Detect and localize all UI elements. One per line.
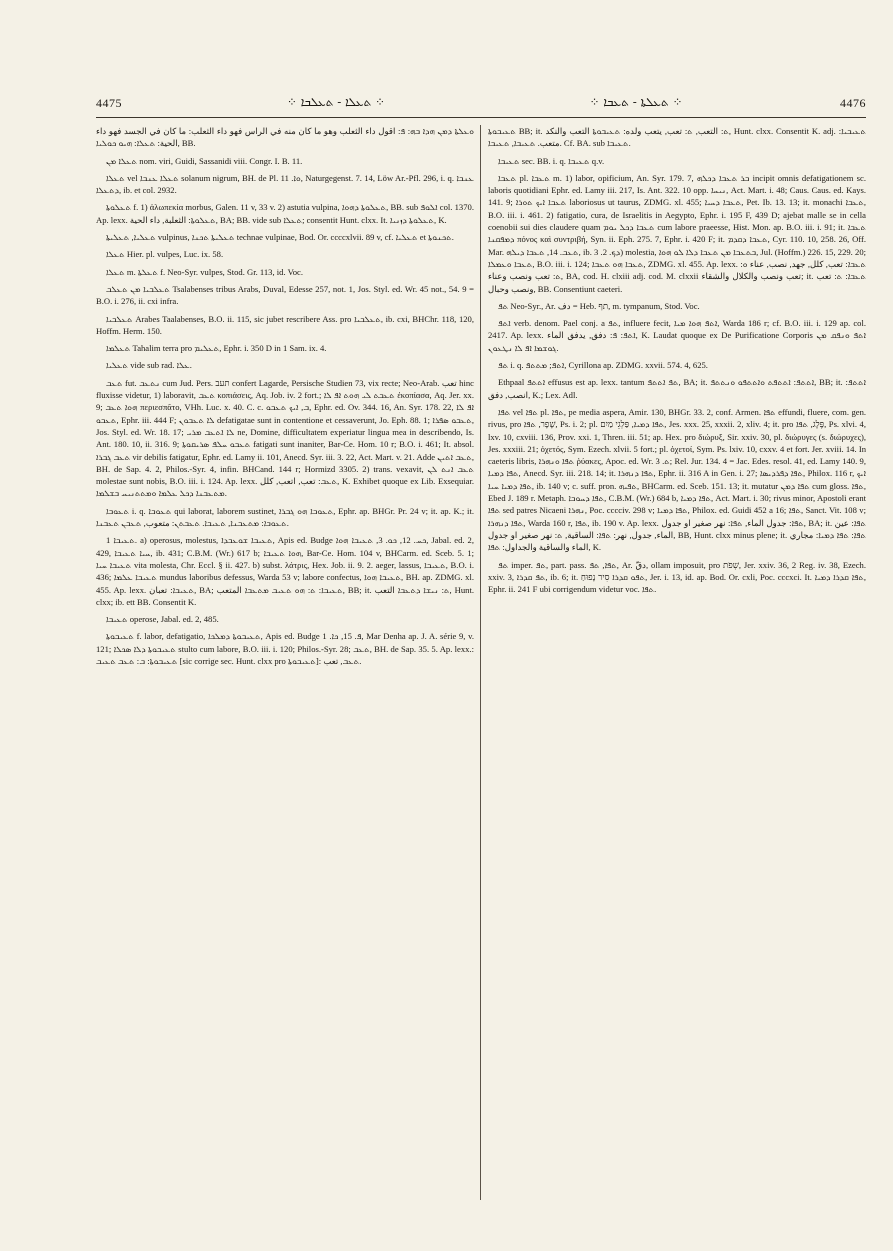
dictionary-entry: ܬܥܠܝܐ vide sub rad. ܥܠܐ. xyxy=(106,360,192,371)
dictionary-entry: ܬܥܝܒܐ operose, Jabal. ed. 2, 485. xyxy=(106,614,219,625)
dictionary-entry: ܬܦܐ vel ܬܦܐ pl. ܬܦܐ, pe media aspera, Amir. 130, BHGr. 33. 2, conf. Armen. ܬܦܐ effundi, fluere, com. gen. rivus, pro שָׁפָר, ܬܦܐ, Ps. i. 2; pl. ܬܦܐ ܕܡܝܐ, פַּלְגֵי מַיִם, Jes. xxx. 25, xxxii. 2, xliv. 4; it. pro פֶּלֶג, ܬܦܐ, Ps. xlvi. 4, lxv. 10, cxviii. 136, Prov. xxi. 1, Thren. iii. 51; ap. Hex. pro διώρυξ, Sir. xxiv. 30, pl. διώρυγες (s. διώρυχες), Jes. xxxiii. 21; ὀχετός, Sym. Ezech. xlvii. 5 fort.; pl. ὀχετοί, Sym. Ps. lxiv. 10, cxxv. 4 et fort. Jer. xviii. 14. In caeteris libris, ܬܦܐ ܘܢܗܪܐ ῥύακες, Apoc. ed. Wr. ܬ. 3; Rel. Jur. 134. 4 = Jac. Edes. resol. 41, ed. Lamy 140. 9, ܬܦܐ ܕܡܝܐ, Anecd. Syr. iii. 218. 14; it. ܬܦܐ ܕܢܗܪܐ, Ephr. ii. 316 A in Gen. i. 27; ܬܦܐ ܕܦܪܕܝܣܐ, Philox. 116 r, ܐܝܟ ܬܦܐ ܕܡܝܐ ܚܝܐ, ib. 140 v; c. suff. pron. ܬܦܝܗ, BHCarm. ed. Sceb. 151. 13; it. mutatur ܬܦܐ ܕܡܢ cum gloss. ܬܦܐ, Ebed J. 189 r. Metaph. ܬܦܐ ܕܚܘܒܐ, C.B.M. (Wr.) 684 b, ܬܦܐ ܕܡܝܐ, Act. Mart. i. 30; rivus minor, Apostoli erant ܬܦܐ sed patres Nicaeni ܢܗܪܐ, Poc. cccciv. 298 v; ܬܦܐ ܕܡܝܐ, Philox. ed. Guidi 452 a 16; ܬܦܐ, Sanct. Vit. 108 v; ܬܦܐ ܕܢܗܪܐ, Warda 160 r, ܬܦܐ, ib. 190 v. Ap. lexx. ܬܦܐ: جدول الماء, ܬܦܐ: نهر صغير او جدول, BA; it. ܬܦܐ: عين الماء, جدول, نهر: ܬܦܐ: الساقية, ܬ: نهر صغير او جدول, BB, Hunt. clxx minus plene; it. ܬܦܐ: ܬܦܐ ܕܡܝܐ: مجاري الماء والساقية والجداول: ܬܦܐ, K. xyxy=(488,406,866,553)
dictionary-entry: ܬܥܒܐ pl. ܬܥܒܐ m. 1) labor, opificium, An. Syr. 179. 7, ܒܪ ܬܥܒܐ ܕܟܠܗ incipit omnis defatigationem sc. laboris quotidiani Ephr. ed. Lamy iii. 217, Is. Ant. 322. 10 opp. ܢܝܚܐ, Act. Mart. i. 48; Caus. Caus. ed. Kays. 141. 9; ܬܥܒܐ ܐܝܟ ܬܘܪܐ laboriosus ut taurus, ZDMG. xl. 455; ܬܥܒܐ ܕܚܝܐ, Pet. Ib. 13. 13; it. monachi ܬܥܒܐ, B.O. iii. i. 461. 2) fatigatio, cura, de Israelitis in Aegypto, Ephr. i. 195 F, 439 D; ajebat malle se in cella coenobii sui dies claudere quam ܬܥܒܐ ܕܟܠ ܝܘܡ cum labore praeesse, Hist. Mon. ap. B.O. iii. i. 91; it. ܬܥܒܐ ܕܡܦܩܢܐ πόνος καὶ συντριβή, Syn. ii. Eph. 275. 7, Ephr. i. 420 F; it. ܬܥܒܐ ܕܩܕܡ, Cyr. 110. 10, 258. 26, Off. Mar. ܬܥܒ. 14, ܬܥܒܐ ܕܝܠܗ, ib. ܕܟ. 2. 3) molestia, ܒܬܥܒܐ ܡܢ ܬܥܒܐ ܕܠܐ ܠܘ ܗܘܐ, Jul. (Hoffm.) 226. 15, 229. 20; ܬܥܒܐ ܘܥܡܠܐ, B.O. iii. i. 124; ܬܥܒܐ ܗܘ ܬܥܒܐ, ZDMG. xl. 455. Ap. lexx. ܬܥܒܐ: تعب, كلل, جهد, نصب, عناء ܘ: ܬ: تعب ونصب وعناء, BA, cod. H. clxiii adj. cod. M. clxxii تعب ونصب والكلال والشقاء; it. ܬܥܒܐ: ܬ: تعب ونصب وحبال, BB. Consentiunt caeteri. xyxy=(488,172,866,294)
dictionary-entry: ܬܥܒ fut. ܢܬܥܒ cum Jud. Pers. תעב confert Lagarde, Persische Studien 73, vix recte; Neo-Arab. تعب hinc fluxisse videtur, 1) laboravit, ܬܥܒ κοπιάσεις, Aq. Job. iv. 2 fort.; ܬܥܒܬ ܠܝ ܗܘܬ ܐܦ ܠܐ ἐκοπίασα, Aq. Jer. xx. 9; ܗܘܐ ܬܥܒ περιεσπᾶτο, VHh. Luc. x. 40. C. c. ܒ, ܐܝܟ ܬܥܒܘ, Ephr. ed. Ov. 344. 16, An. Syr. 178. 22, ܐܦ ܠܐ ܬܥܒܘ, Ephr. iii. 444 F; ܠܐ ܬܥܒܘܢ defatigatae sunt in contentione et cessaverunt, Jo. Eph. 88. 1; ܬܥܒܘ ܣܦܪܐ, Jos. Styl. ed. Wr. 18. 17; ܠܐ ܐܬܥܒ ܡܪܝ ne, Domine, difficultatem experiatur lingua mea in describendo, Is. Ant. 180. 10, ii. 316. 9; ܬܥܒܘ ܚܠܦ ܣܪܝܩܘܬܐ fatigati sunt inaniter, Bar-Ce. Hom. 10 r; B.O. i. 461; It. absol. ܬܥܒ ܓܒܪܐ vir debilis fatigatur, Ephr. ed. Lamy ii. 101, Anecd. Syr. iii. 3. 22, Act. Mart. v. 21. Adde ܬܥܒ ܐܬܝܢ, BH. de Sap. 4. 2, Philos.-Syr. 4, infin. BHCand. 144 r; Hormizd 3305. 2) trans. vexavit, ܬܥܒ ܐܢܬ ܠܢ molestae sunt nobis, B.O. iii. i. 124. Ap. lexx. ܬܥܒ: تعب, اتعب, كلل, K. Exhibet quoque ex Lib. Exsequiar. ܡܬܥܒܢܐ ܕܟܠ ܥܠܡܐ ܘܡܬܬܢܝܚ ܒܫܠܡܐ. xyxy=(96,377,474,499)
dictionary-entry: ܬܥܠܐ Hier. pl. vulpes, Luc. ix. 58. xyxy=(106,249,224,260)
dictionary-entry: ܬܥܠܡܐ Tahalim terra pro ܬܥܠܝܡ, Ephr. i. 350 D in 1 Sam. ix. 4. xyxy=(106,343,327,354)
dictionary-entry: ܬܥܠܐ m. ܬܥܠܬܐ f. Neo-Syr. vulpes, Stod. Gr. 113, id. Voc. xyxy=(106,266,303,277)
left-column xyxy=(96,125,474,1205)
dictionary-entry: ܬܥܝܒܐ 1. a) operosus, molestus, ܬܥܝܒܐ ܫܘܥܒܕܐ, Apis ed. Budge ܟܚ. 12, ܟܘ. 3, ܬܥܝܒܐ ܗܘܐ, Jabal. ed. 2, 429, ܚܝܐ ܬܥܝܒܐ, ib. 431; C.B.M. (Wr.) 617 b; ܗܘܐ ܬܥܝܒܐ, Bar-Ce. Hom. 104 v, BHCarm. ed. Sceb. 5. 1; ܬܥܝܒܐ ܚܝܐ vita molesta, Chr. Eccl. § ii. 427. b) subst. λάτρις, Hex. Job. ii. 9. 2. aeger, lassus, ܬܥܝܒܐ, B.O. i. 436; ܬܥܝܒܐ ܥܠܡܐ mundus laboribus defessus, Warda 53 v; labore confectus, ܬܥܝܒܐ ܗܘܐ, BH. ap. ZDMG. xl. 455. Ap. lexx. ܬܥܝܒܐ: تعبان, BA; ܬܥܝܒܐ: ܬ: ܗܘ ܬܥܝܒ ܡܬܥܒܐ المتعب, BB; it. ܬ: ܢܝܫܐ ܕܬܥܒܐ التعب, Hunt. clxx; ib. ett BB. Consentit K. xyxy=(96,535,474,607)
dictionary-entry: ܘܥܠܬܐ ܕܡܢ ܗܕܐ ܒܗ: ܦ: اقول داء الثعلب وهو ما كان منه في الراس فهو داء الثعلب: ما كان في الجسد فهو داء الحية: ܬܥܠܐ: ܗܝܘ ܟܘܠܝܐ, BB. xyxy=(96,126,474,149)
column-divider xyxy=(480,125,481,1200)
dictionary-entry: ܬܦ i. q. ܐܬܦ; ܡܬܬܦ, Cyrillona ap. ZDMG. xxvii. 574. 4, 625. xyxy=(498,360,708,371)
dictionary-entry: ܐܬܦ verb. denom. Pael conj. a ܬܦ, influere fecit, ܐܬܦ ܗܘܐ ܡܝܐ, Warda 186 r; cf. B.O. iii. i. 129 ap. col. 2417. Ap. lexx. ܐܬܦ: ܦ: دفق, يدفق الماء, K. Laudat quoque ex De Purificatione Corporis ܐܬܦ ܘܢܦܩ ܡܢ ܓܘܫܡܐ ܐܦ ܠܐ ܢܛܥܘܢ. xyxy=(488,318,866,353)
page-number-left: 4475 xyxy=(96,96,122,110)
dictionary-entry: ܬܥܝܒܘܬܐ BB; it. ܬ: التعب, ܬ: تعب, يتعب ولده: ܬܥܝܒܘܬܐ التعب والنكد, Hunt. clxx. Consentit K. adj. ܬܥܝܒܝܐ: متعب. ܬܥܝܒܐ, ܬܥܝܒܐ. Cf. BA. sub ܬܥܝܒܐ. xyxy=(488,126,866,149)
dictionary-entry: ܬܥܠܐ ܡܢ nom. viri, Guidi, Sassanidi viii. Congr. I. B. 11. xyxy=(106,155,303,166)
dictionary-entry: ܬܦ Neo-Syr., Ar. دف = Heb. תף, m. tympanum, Stod. Voc. xyxy=(498,300,700,311)
dictionary-entry: ܬܥܝܒܐ sec. BB. i. q. ܬܥܝܒܐ q.v. xyxy=(498,155,605,166)
dictionary-entry: ܬܥܠܒܝܐ ܡܢ ܬܥܠܒ Tsalabenses tribus Arabs, Duval, Edesse 257, not. 1, Jos. Styl. ed. Wr. 45 not., 54. 9 = B.O. i. 276, ii. cxi infra. xyxy=(96,283,474,307)
dictionary-entry: ܬܥܠܐ vel ܬܥܠܐ ܥܢܒܐ solanum nigrum, BH. de Pl. ܘܐ. 11, Naturgegenst. 7. 14, Löw Ar.-Pfl. 296, i. q. ܥܢܒܐ ܕܬܥܠܐ, ib. et col. 2932. xyxy=(96,172,474,196)
dictionary-entry: ܬܦ imper. ܬܦ, part. pass. ܬܦܐ, ܬܦ, Ar. دقّ, ollam imposuit, pro שְׁפֹת, Jer. xxiv. 36, 2 Reg. iv. 38, Ezech. xxiv. 3, ܬܦ ܩܕܪܐ, ib. 6; it. ܬܦܘ ܩܕܪܐ סִיר נָפוּחַ, Jer. i. 13, id. ap. Bod. Or. cxli, Poc. cccxci. It. ܬܦܐ ܩܕܪܐ ܕܡܝܐ, Ephr. ii. 241 F ubi corrigendum videtur voc. ܬܦܐ. xyxy=(488,559,866,595)
dictionary-entry: ܬܥܝܒܘܬܐ f. labor, defatigatio, ܬܥܝܒܘܬܐ ܕܡܠܟܐ, Apis ed. Budge ܦ. 15, ܟܐ. 1, Mar Denha ap. J. A. série 9, v. 121; ܬܥܝܒܘܬܐ ܕܠܐ ܣܟܠܐ stulto cum labore, B.O. iii. i. 120; Philos.-Syr. 28; ܬܥܒ, BH. de Sap. 35. 5. Ap. lexx.: ܬܥܝܒܘܬܐ: ܒ: ܬܥܒ ܬܥܝܒ [sic corrige sec. Hunt. clxx pro ܬܥܝܒܘܬܐ]: ܬܥܒ, تعب. xyxy=(96,631,474,666)
running-title-left: ⁘ ܬܥܠܐ - ܬܥܠܒܐ ⁘ xyxy=(286,95,386,109)
right-column xyxy=(488,125,866,1205)
dictionary-entry: ܬܥܠܒܝܐ Arabes Taalabenses, B.O. ii. 115, sic jubet rescribere Ass. pro ܬܥܠܒܝܐ, ib. cxi, BHChr. 118, 120, Hoffm. Herm. 150. xyxy=(96,313,474,336)
running-title-right: ⁘ ܬܥܠܬܐ - ܬܥܒܐ ⁘ xyxy=(589,95,683,109)
page-header xyxy=(96,92,866,114)
dictionary-entry: ܬܥܠܘܬܐ f. 1) ἀλωπεκία morbus, Galen. 11 v, 33 v. 2) astutia vulpina, ܬܥܠܘܬܐ ܕܗܘܐ, BB. sub ܐܠܘܦ col. 1370. Ap. lexx. ܬܥܠܘܬܐ: الثعلبة, داء الحية, BA; BB. vide sub ܬܥܠܐ; consentit Hunt. clxx. It. ܬܥܠܘܬܐ ܕܙܢܝܐ, K. xyxy=(96,202,474,225)
dictionary-entry: ܬܥܘܒܐ i. q. ܬܥܘܒܐ qui laborat, laborem sustinet, ܬܥܘܒܐ ܗܘ ܓܒܪܐ, Ephr. ap. BHGr. Pr. 24 v; it. ap. K.; it. ܬܥܘܒܐ: ܡܬܥܒܢܐ, ܬܥܝܒܐ. ܬܥܒܬܢ: متعوب, ܬܥܒܢ ܬܥܒܢܐ. xyxy=(96,505,474,529)
dictionary-entry: ܬܥܠܝܐ, ܬܥܠܝܬܐ vulpinus, ܬܥܠܝܬܐ ܬܟܢܐ technae vulpinae, Bod. Or. ccccxlvii. 89 v, cf. ܬܥܠܝܐ et ܬܟܢܘܬܐ. xyxy=(106,232,454,243)
page-number-right: 4476 xyxy=(840,96,866,110)
dictionary-entry: Ethpaal ܐܬܬܦ effusus est ap. lexx. tantum ܬܦ ܐܬܬܦ, BA; it. ܐܬܬܦ: ܐܬܬܦܬ ܘܐܬܬܦܘ ܘܢܬܬܦ, BB; it. ܐܬܬܦ: انصب, دفق, K.; Lex. Adl. xyxy=(488,377,866,400)
header-rule xyxy=(96,117,866,118)
